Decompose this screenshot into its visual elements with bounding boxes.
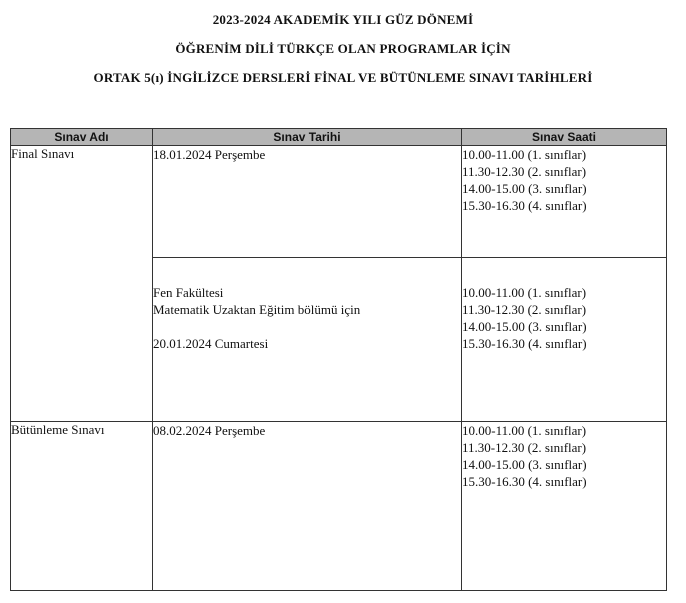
table-row-final-1 — [11, 146, 667, 258]
final-exam-date-1 — [153, 146, 462, 258]
time-slot: 15.30-16.30 (4. sınıflar) — [462, 474, 587, 489]
time-slot: 10.00-11.00 (1. sınıflar) — [462, 147, 587, 162]
makeup-exam-name: Bütünleme Sınavı — [11, 422, 153, 591]
makeup-exam-times — [462, 422, 667, 591]
final-exam-times-1 — [462, 146, 667, 258]
time-slot: 11.30-12.30 (2. sınıflar) — [462, 302, 587, 317]
time-slot: 10.00-11.00 (1. sınıflar) — [462, 285, 587, 300]
final-exam-times-2 — [462, 258, 667, 422]
header-line-1: 2023-2024 AKADEMİK YILI GÜZ DÖNEMİ — [212, 12, 474, 27]
final-date-1: 18.01.2024 Perşembe — [153, 147, 266, 162]
table-row-makeup — [11, 422, 667, 591]
makeup-exam-date — [153, 422, 462, 591]
table-header-row — [11, 129, 667, 146]
column-header-exam-date: Sınav Tarihi — [153, 129, 462, 146]
time-slot: 14.00-15.00 (3. sınıflar) — [462, 181, 587, 196]
column-header-exam-time: Sınav Saati — [462, 129, 667, 146]
department-name: Matematik Uzaktan Eğitim bölümü için — [153, 302, 361, 317]
final-date-2: 20.01.2024 Cumartesi — [153, 336, 269, 351]
document-header — [0, 10, 686, 97]
header-line-3: ORTAK 5(ı) İNGİLİZCE DERSLERİ FİNAL VE BÜTÜNLEME SINAVI TARİHLERİ — [93, 70, 593, 85]
time-slot: 11.30-12.30 (2. sınıflar) — [462, 164, 587, 179]
header-line-2: ÖĞRENİM DİLİ TÜRKÇE OLAN PROGRAMLAR İÇİN — [175, 41, 511, 56]
column-header-exam-name: Sınav Adı — [11, 129, 153, 146]
final-exam-name: Final Sınavı — [11, 146, 153, 422]
time-slot: 15.30-16.30 (4. sınıflar) — [462, 336, 587, 351]
makeup-date: 08.02.2024 Perşembe — [153, 423, 266, 438]
time-slot: 11.30-12.30 (2. sınıflar) — [462, 440, 587, 455]
faculty-name: Fen Fakültesi — [153, 285, 224, 300]
time-slot: 14.00-15.00 (3. sınıflar) — [462, 457, 587, 472]
time-slot: 10.00-11.00 (1. sınıflar) — [462, 423, 587, 438]
final-exam-date-2 — [153, 258, 462, 422]
time-slot: 15.30-16.30 (4. sınıflar) — [462, 198, 587, 213]
exam-schedule-table — [10, 128, 667, 591]
time-slot: 14.00-15.00 (3. sınıflar) — [462, 319, 587, 334]
